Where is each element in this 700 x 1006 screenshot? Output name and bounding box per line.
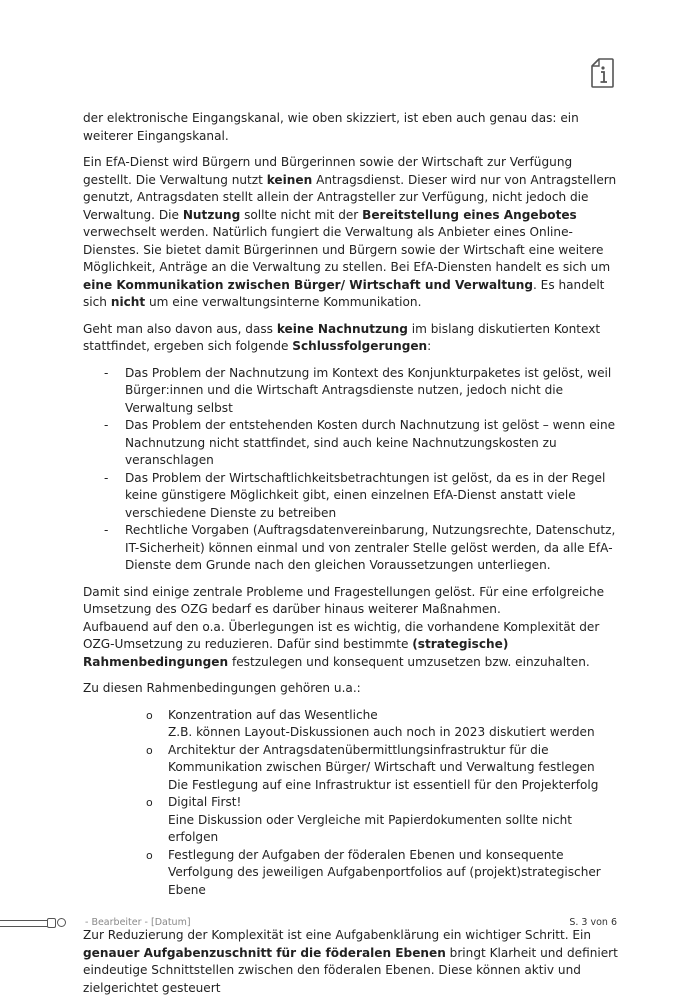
framework-list xyxy=(83,707,618,900)
paragraph-intro: der elektronische Eingangskanal, wie oben skizziert, ist eben auch genau das: ein weiterer Eingangskanal. xyxy=(83,111,579,143)
list-item: o Digital First! Eine Diskussion oder Vergleiche mit Papierdokumenten sollte nicht erfolgen xyxy=(146,795,572,844)
list-item: - Das Problem der entstehenden Kosten durch Nachnutzung ist gelöst – wenn eine Nachnutzung nicht stattfindet, sind auch keine Nachnutzungskosten zu veranschlagen xyxy=(104,418,616,467)
circle-bullet: o xyxy=(146,796,153,809)
footer-meta: - Bearbeiter - [Datum] xyxy=(85,917,191,928)
paragraph-efa-service: Ein EfA-Dienst wird Bürgern und Bürgerinnen sowie der Wirtschaft zur Verfügung gestellt. Die Verwaltung nutzt keinen Antragsdienst. Dieser wird nur von Antragstellern genutzt, Antragsdaten stellt allein der Antragsteller zur Verfügung, nicht jedoch die Verwaltung. Die Nutzung sollte nicht mit der Bereitstellung eines Angebotes verwechselt werden. Natürlich fungiert die Verwaltung als Anbieter eines Online-Dienstes. Sie bietet damit Bürgerinnen und Bürgern sowie der Wirtschaft eine weitere Möglichkeit, Anträge an die Verwaltung zu stellen. Bei EfA-Diensten handelt es sich um eine Kommunikation zwischen Bürger/ Wirtschaft und Verwaltung. Es handelt sich nicht um eine verwaltungsinterne Kommunikation. xyxy=(83,155,617,309)
list-item: - Das Problem der Wirtschaftlichkeitsbetrachtungen ist gelöst, da es in der Regel keine günstigere Möglichkeit gibt, einen einzelnen EfA-Dienst anstatt viele verschiedene Dienste zu betreiben xyxy=(104,470,606,520)
list-item: - Das Problem der Nachnutzung im Kontext des Konjunkturpaketes ist gelöst, weil Bürger:innen und die Wirtschaft Antragsdienste nutzen, jedoch nicht die Verwaltung selbst xyxy=(104,365,612,415)
footer-decoration-line xyxy=(0,920,48,927)
paragraph-complexity: Zur Reduzierung der Komplexität ist eine Aufgabenklärung ein wichtiger Schritt. Ein genauer Aufgabenzuschnitt für die föderalen Ebenen bringt Klarheit und definiert eindeutige Schnittstellen zwischen den föderalen Ebenen. Diese können aktiv und zielgerichtet gesteuert xyxy=(83,928,618,995)
list-item: o Architektur der Antragsdatenübermittlungsinfrastruktur für die Kommunikation zwischen Bürger/ Wirtschaft und Verwaltung festlegen Die Festlegung auf eine Infrastruktur ist essentiell für den Projekterfolg xyxy=(146,742,599,792)
circle-bullet: o xyxy=(146,848,153,862)
page-footer xyxy=(0,917,700,937)
footer-square-icon xyxy=(47,918,56,928)
body-text xyxy=(83,110,618,1006)
document-info-icon xyxy=(589,57,615,89)
conclusions-list xyxy=(83,365,618,575)
list-item: o Festlegung der Aufgaben der föderalen Ebenen und konsequente Verfolgung des jeweiligen Aufgabenportfolios auf (projekt)strategischer Ebene xyxy=(146,847,601,897)
paragraph-framework-intro: Zu diesen Rahmenbedingungen gehören u.a.: xyxy=(83,681,361,695)
dash-bullet: - xyxy=(104,365,109,380)
dash-bullet: - xyxy=(104,523,109,537)
paragraph-conclusions-intro: Geht man also davon aus, dass keine Nachnutzung im bislang diskutierten Kontext stattfindet, ergeben sich folgende Schlussfolgerungen: xyxy=(83,321,601,353)
circle-bullet: o xyxy=(146,708,153,722)
page-number: S. 3 von 6 xyxy=(569,917,617,928)
paragraph-measures: Damit sind einige zentrale Probleme und Fragestellungen gelöst. Für eine erfolgreiche Umsetzung des OZG bedarf es darüber hinaus weiterer Maßnahmen. Aufbauend auf den o.a. Überlegungen ist es wichtig, die vorhandene Komplexität der OZG-Umsetzung zu reduzieren. Dafür sind bestimmte (strategische) Rahmenbedingungen festzulegen und konsequent umzusetzen bzw. einzuhalten. xyxy=(83,584,605,669)
list-item: o Konzentration auf das Wesentliche Z.B. können Layout-Diskussionen auch noch in 2023 diskutiert werden xyxy=(146,707,595,739)
circle-bullet: o xyxy=(146,743,153,757)
footer-circle-icon xyxy=(57,918,66,927)
dash-bullet: - xyxy=(104,470,109,485)
list-item: - Rechtliche Vorgaben (Auftragsdatenvereinbarung, Nutzungsrechte, Datenschutz, IT-Sicherheit) können einmal und von zentraler Stelle gelöst werden, da alle EfA-Dienste dem Grunde nach den gleichen Voraussetzungen unterliegen. xyxy=(104,523,616,572)
dash-bullet: - xyxy=(104,418,109,432)
